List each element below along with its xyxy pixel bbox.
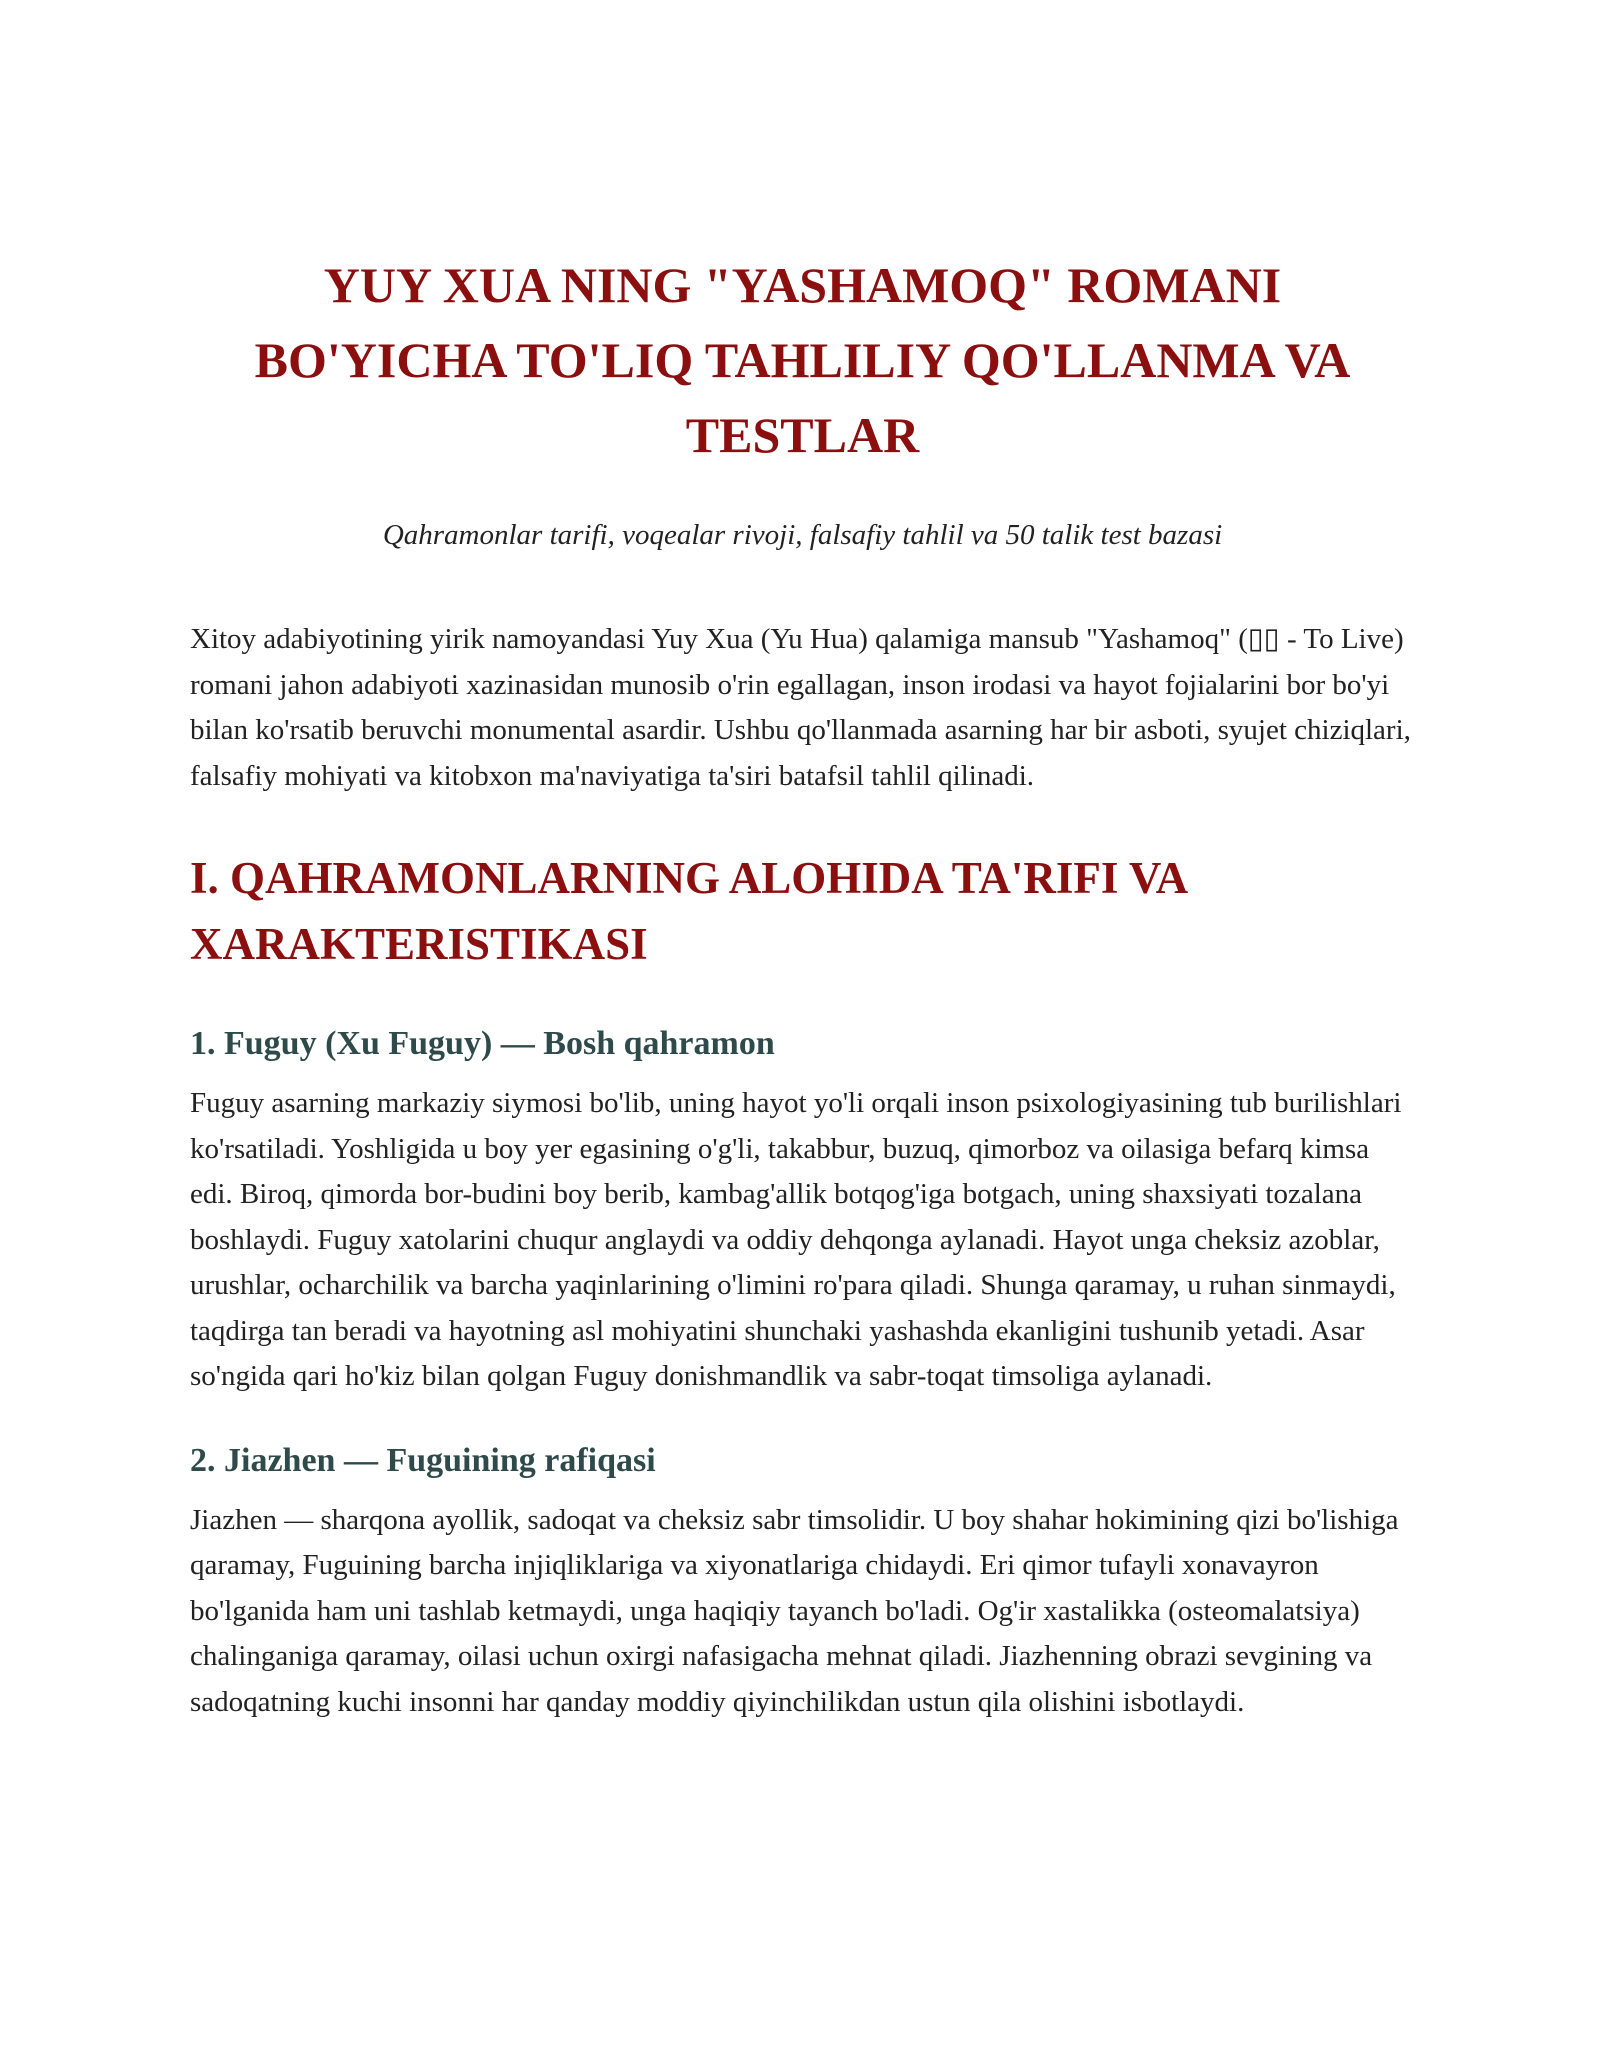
- character-heading-jiazhen: 2. Jiazhen — Fuguining rafiqasi: [190, 1441, 656, 1479]
- document-subtitle: Qahramonlar tarifi, voqealar rivoji, falsafiy tahlil va 50 talik test bazasi: [382, 519, 1223, 551]
- character-text-jiazhen: Jiazhen — sharqona ayollik, sadoqat va cheksiz sabr timsolidir. U boy shahar hokimining qizi bo'lishiga qaramay, Fuguining barcha injiqliklariga va xiyonatlariga chidaydi. Eri qimor tufayli xonavayron bo'lganida ham uni tashlab ketmaydi, unga haqiqiy tayanch bo'ladi. Og'ir xastalikka (osteomalatsiya) chalinganiga qaramay, oilasi uchun oxirgi nafasigacha mehnat qiladi. Jiazhenning obrazi sevgining va sadoqatning kuchi insonni har qanday moddiy qiyinchilikdan ustun qila olishini isbotlaydi.: [190, 1503, 1399, 1718]
- character-text-fuguy: Fuguy asarning markaziy siymosi bo'lib, uning hayot yo'li orqali inson psixologiyasining tub burilishlari ko'rsatiladi. Yoshligida u boy yer egasining o'g'li, takabbur, buzuq, qimorboz va oilasiga befarq kimsa edi. Biroq, qimorda bor-budini boy berib, kambag'allik botqog'iga botgach, uning shaxsiyati tozalana boshlaydi. Fuguy xatolarini chuqur anglaydi va oddiy dehqonga aylanadi. Hayot unga cheksiz azoblar, urushlar, ocharchilik va barcha yaqinlarining o'limini ro'para qiladi. Shunga qaramay, u ruhan sinmaydi, taqdirga tan beradi va hayotning asl mohiyatini shunchaki yashashda ekanligini tushunib yetadi. Asar so'ngida qari ho'kiz bilan qolgan Fuguy donishmandlik va sabr-toqat timsoliga aylanadi.: [190, 1087, 1402, 1392]
- character-heading-fuguy: 1. Fuguy (Xu Fuguy) — Bosh qahramon: [190, 1025, 775, 1062]
- intro-paragraph: Xitoy adabiyotining yirik namoyandasi Yuy Xua (Yu Hua) qalamiga mansub "Yashamoq" (▯▯ - To Live) romani jahon adabiyoti xazinasidan munosib o'rin egallagan, inson irodasi va hayot fojialarini bor bo'yi bilan ko'rsatib beruvchi monumental asardir. Ushbu qo'llanmada asarning har bir asboti, syujet chiziqlari, falsafiy mohiyati va kitobxon ma'naviyatiga ta'siri batafsil tahlil qilinadi.: [190, 623, 1411, 792]
- document-title: YUY XUA NING "YASHAMOQ" ROMANI BO'YICHA TO'LIQ TAHLILIY QO'LLANMA VA TESTLAR: [254, 257, 1351, 463]
- section-heading: I. QAHRAMONLARNING ALOHIDA TA'RIFI VA XARAKTERISTIKASI: [190, 853, 1186, 969]
- document-page: [190, 248, 1415, 1725]
